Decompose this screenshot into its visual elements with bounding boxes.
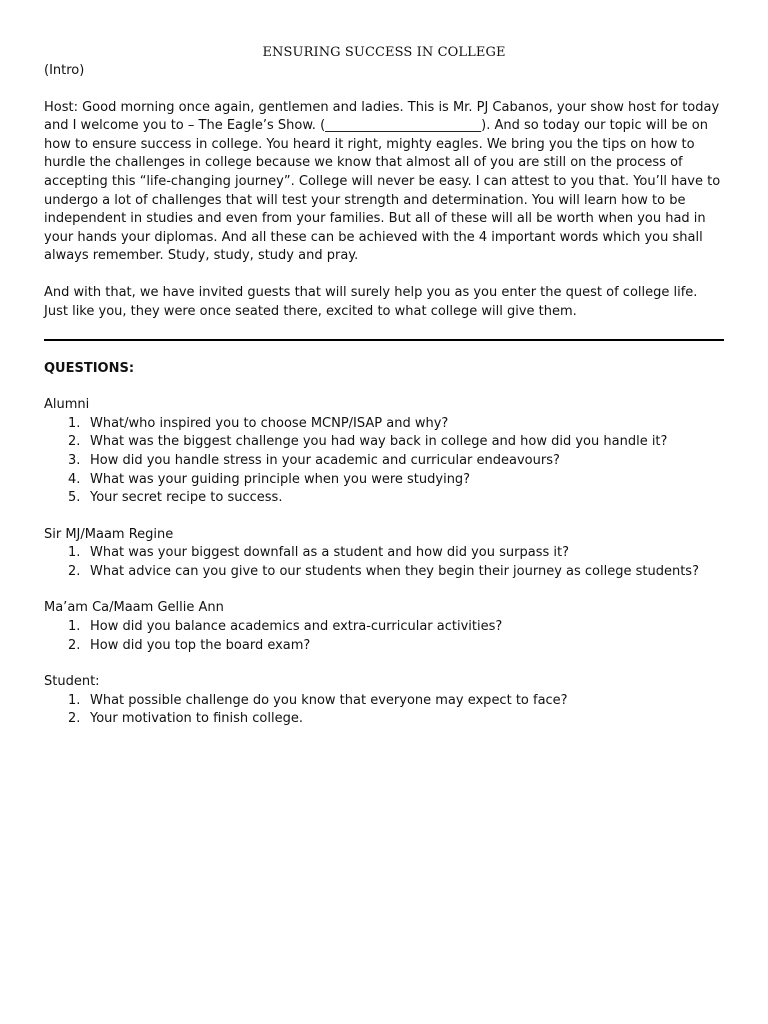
question-list xyxy=(44,415,724,508)
question-text: What/who inspired you to choose MCNP/ISAP and why? xyxy=(90,415,449,431)
question-number: 4. xyxy=(68,471,81,487)
question-number: 1. xyxy=(68,619,81,635)
question-item xyxy=(68,433,724,452)
questions-heading: QUESTIONS: xyxy=(44,361,135,377)
question-text: What possible challenge do you know that everyone may expect to face? xyxy=(90,692,568,708)
guests-paragraph: And with that, we have invited guests that will surely help you as you enter the quest of college life. Just like you, they were once seated there, excited to what college will give them. xyxy=(44,284,698,319)
question-text: How did you handle stress in your academic and curricular endeavours? xyxy=(90,452,560,468)
question-item xyxy=(68,471,724,490)
question-number: 1. xyxy=(68,692,81,708)
question-number: 2. xyxy=(68,637,81,653)
question-text: What advice can you give to our students when they begin their journey as college students? xyxy=(90,563,699,579)
question-text: How did you balance academics and extra-curricular activities? xyxy=(90,619,503,635)
question-text: What was your biggest downfall as a student and how did you surpass it? xyxy=(90,545,569,561)
question-number: 1. xyxy=(68,415,81,431)
question-group-student xyxy=(44,673,724,729)
question-text: What was the biggest challenge you had way back in college and how did you handle it? xyxy=(90,434,668,450)
question-item xyxy=(68,710,724,729)
question-group-alumni xyxy=(44,396,724,508)
group-label: Ma’am Ca/Maam Gellie Ann xyxy=(44,600,224,616)
section-divider xyxy=(44,339,724,341)
document-page xyxy=(44,44,724,1004)
question-text: Your motivation to finish college. xyxy=(90,711,303,727)
document-title: ENSURING SUCCESS IN COLLEGE xyxy=(262,45,506,60)
question-number: 1. xyxy=(68,545,81,561)
intro-label: (Intro) xyxy=(44,63,85,78)
question-item xyxy=(68,452,724,471)
question-item xyxy=(68,563,724,582)
question-number: 2. xyxy=(68,563,81,579)
question-number: 2. xyxy=(68,711,81,727)
question-list xyxy=(44,692,724,729)
question-number: 5. xyxy=(68,490,81,506)
question-item xyxy=(68,692,724,711)
question-group-maam-ca-maam-gellie-ann xyxy=(44,599,724,655)
question-item xyxy=(68,618,724,637)
question-item xyxy=(68,544,724,563)
question-item xyxy=(68,415,724,434)
group-label: Student: xyxy=(44,674,100,690)
group-label: Alumni xyxy=(44,397,90,413)
question-item xyxy=(68,637,724,656)
question-text: How did you top the board exam? xyxy=(90,637,311,653)
question-text: Your secret recipe to success. xyxy=(90,490,283,506)
question-item xyxy=(68,489,724,508)
group-label: Sir MJ/Maam Regine xyxy=(44,526,174,542)
question-group-sir-mj-maam-regine xyxy=(44,526,724,582)
question-list xyxy=(44,544,724,581)
question-list xyxy=(44,618,724,655)
question-text: What was your guiding principle when you were studying? xyxy=(90,471,471,487)
question-number: 2. xyxy=(68,434,81,450)
question-number: 3. xyxy=(68,452,81,468)
host-paragraph: Host: Good morning once again, gentlemen and ladies. This is Mr. PJ Cabanos, your show host for today and I welcome you to – The Eagle’s Show. (________________________). And so today our topic will be on how to ensure success in college. You heard it right, mighty eagles. We bring you the tips on how to hurdle the challenges in college because we know that almost all of you are still on the process of accepting this “life-changing journey”. College will never be easy. I can attest to you that. You’ll have to undergo a lot of challenges that will test your strength and determination. You will learn how to be independent in studies and even from your families. But all of these will all be worth when you had in your hands your diplomas. And all these can be achieved with the 4 important words which you shall always remember. Study, study, study and pray. xyxy=(44,99,721,264)
